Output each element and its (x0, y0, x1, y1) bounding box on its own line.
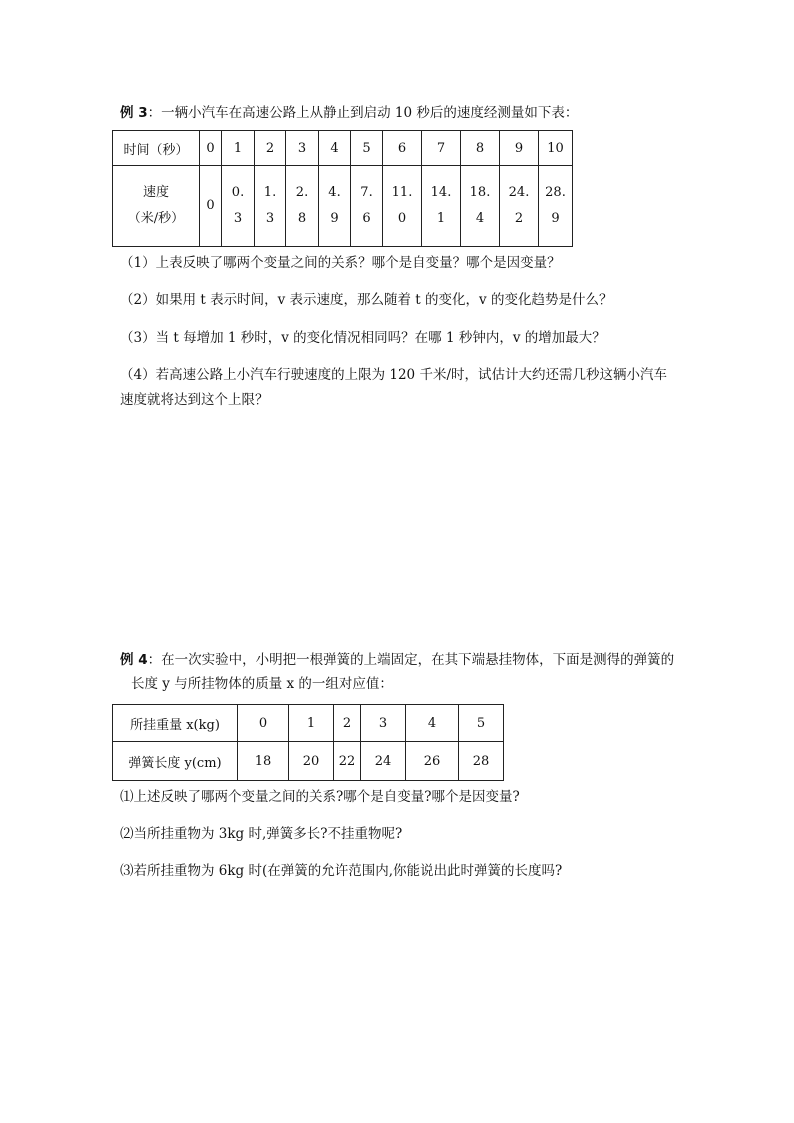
speed-cell (461, 166, 500, 247)
example4-heading-line2: 长度 y 与所挂物体的质量 x 的一组对应值： (131, 676, 393, 692)
speed-value-int: 2. (295, 185, 309, 200)
speed-value-int: 0. (231, 185, 245, 200)
weight-cell: 1 (289, 705, 334, 742)
speed-header-line1: 速度 (142, 185, 169, 200)
speed-value-dec: 3 (265, 211, 275, 226)
example4-heading (120, 648, 674, 668)
speed-value-dec: 6 (362, 211, 371, 226)
speed-value-dec: 1 (436, 211, 446, 226)
time-header-cell: 时间（秒） (113, 131, 200, 166)
table-row (113, 166, 573, 247)
speed-value-dec: 2 (514, 211, 524, 226)
weight-cell: 5 (459, 705, 504, 742)
speed-cell (255, 166, 286, 247)
time-cell: 3 (286, 131, 319, 166)
time-cell: 10 (539, 131, 573, 166)
weight-header-cell: 所挂重量 x(kg) (113, 705, 238, 742)
time-cell: 1 (222, 131, 255, 166)
example4-question-1: ⑴上述反映了哪两个变量之间的关系?哪个是自变量?哪个是因变量? (120, 789, 520, 805)
example3-heading-text: ：一辆小汽车在高速公路上从静止到启动 10 秒后的速度经测量如下表： (147, 105, 579, 121)
length-cell: 22 (334, 742, 361, 781)
length-cell: 20 (289, 742, 334, 781)
speed-cell (500, 166, 539, 247)
time-cell: 5 (351, 131, 383, 166)
speed-cell (222, 166, 255, 247)
length-cell: 28 (459, 742, 504, 781)
table-row (113, 131, 573, 166)
example3-question-1: （1）上表反映了哪两个变量之间的关系？哪个是自变量？哪个是因变量？ (120, 255, 561, 271)
speed-value-dec: 0 (397, 211, 407, 226)
time-cell: 4 (319, 131, 351, 166)
speed-cell (539, 166, 573, 247)
time-cell: 6 (383, 131, 422, 166)
speed-value-int: 18. (469, 185, 491, 200)
time-cell: 2 (255, 131, 286, 166)
speed-cell (351, 166, 383, 247)
example3-label: 例 3 (120, 105, 148, 121)
speed-value-int: 11. (391, 185, 413, 200)
length-cell: 24 (361, 742, 406, 781)
length-header-cell: 弹簧长度 y(cm) (113, 742, 238, 781)
time-cell: 0 (200, 131, 222, 166)
speed-value-dec: 9 (551, 211, 560, 226)
speed-cell (200, 166, 222, 247)
speed-value-int: 14. (430, 185, 452, 200)
speed-value-dec: 4 (475, 211, 485, 226)
weight-cell: 2 (334, 705, 361, 742)
length-cell: 26 (406, 742, 459, 781)
example3-question-3: （3）当 t 每增加 1 秒时，v 的变化情况相同吗？在哪 1 秒钟内，v 的增加最大？ (120, 330, 606, 346)
table-row (113, 742, 504, 781)
example3-question-4-line2: 速度就将达到这个上限？ (120, 392, 269, 408)
speed-value-dec: 8 (297, 211, 307, 226)
speed-value-int: 7. (360, 185, 373, 200)
table-row (113, 705, 504, 742)
length-cell: 18 (238, 742, 289, 781)
speed-cell (286, 166, 319, 247)
speed-value-dec: 3 (233, 211, 243, 226)
speed-header-line2: （米/秒） (127, 211, 185, 226)
speed-value-int: 28. (545, 185, 566, 200)
weight-cell: 0 (238, 705, 289, 742)
speed-value-dec: 9 (330, 211, 339, 226)
example3-heading (120, 101, 578, 121)
speed-value-int: 1. (263, 185, 277, 200)
example3-question-4-line1: （4）若高速公路上小汽车行驶速度的上限为 120 千米/时，试估计大约还需几秒这辆小汽车 (120, 367, 667, 383)
example4-question-2: ⑵当所挂重物为 3kg 时,弹簧多长?不挂重物呢? (120, 826, 403, 842)
weight-cell: 3 (361, 705, 406, 742)
example4-question-3: ⑶若所挂重物为 6kg 时(在弹簧的允许范围内,你能说出此时弹簧的长度吗? (120, 863, 563, 879)
weight-cell: 4 (406, 705, 459, 742)
example4-table (112, 704, 504, 781)
speed-header-cell (113, 166, 200, 247)
time-cell: 9 (500, 131, 539, 166)
speed-value-int: 24. (508, 185, 530, 200)
speed-cell (319, 166, 351, 247)
time-cell: 7 (422, 131, 461, 166)
example4-heading-text: ：在一次实验中，小明把一根弹簧的上端固定，在其下端悬挂物体，下面是测得的弹簧的 (147, 652, 675, 668)
example4-label: 例 4 (120, 652, 148, 668)
example3-question-2: （2）如果用 t 表示时间，v 表示速度，那么随着 t 的变化，v 的变化趋势是什么？ (120, 292, 613, 308)
speed-value-int: 4. (328, 185, 341, 200)
time-cell: 8 (461, 131, 500, 166)
speed-cell (422, 166, 461, 247)
speed-value: 0 (206, 198, 215, 213)
example3-table (112, 130, 573, 247)
speed-cell (383, 166, 422, 247)
